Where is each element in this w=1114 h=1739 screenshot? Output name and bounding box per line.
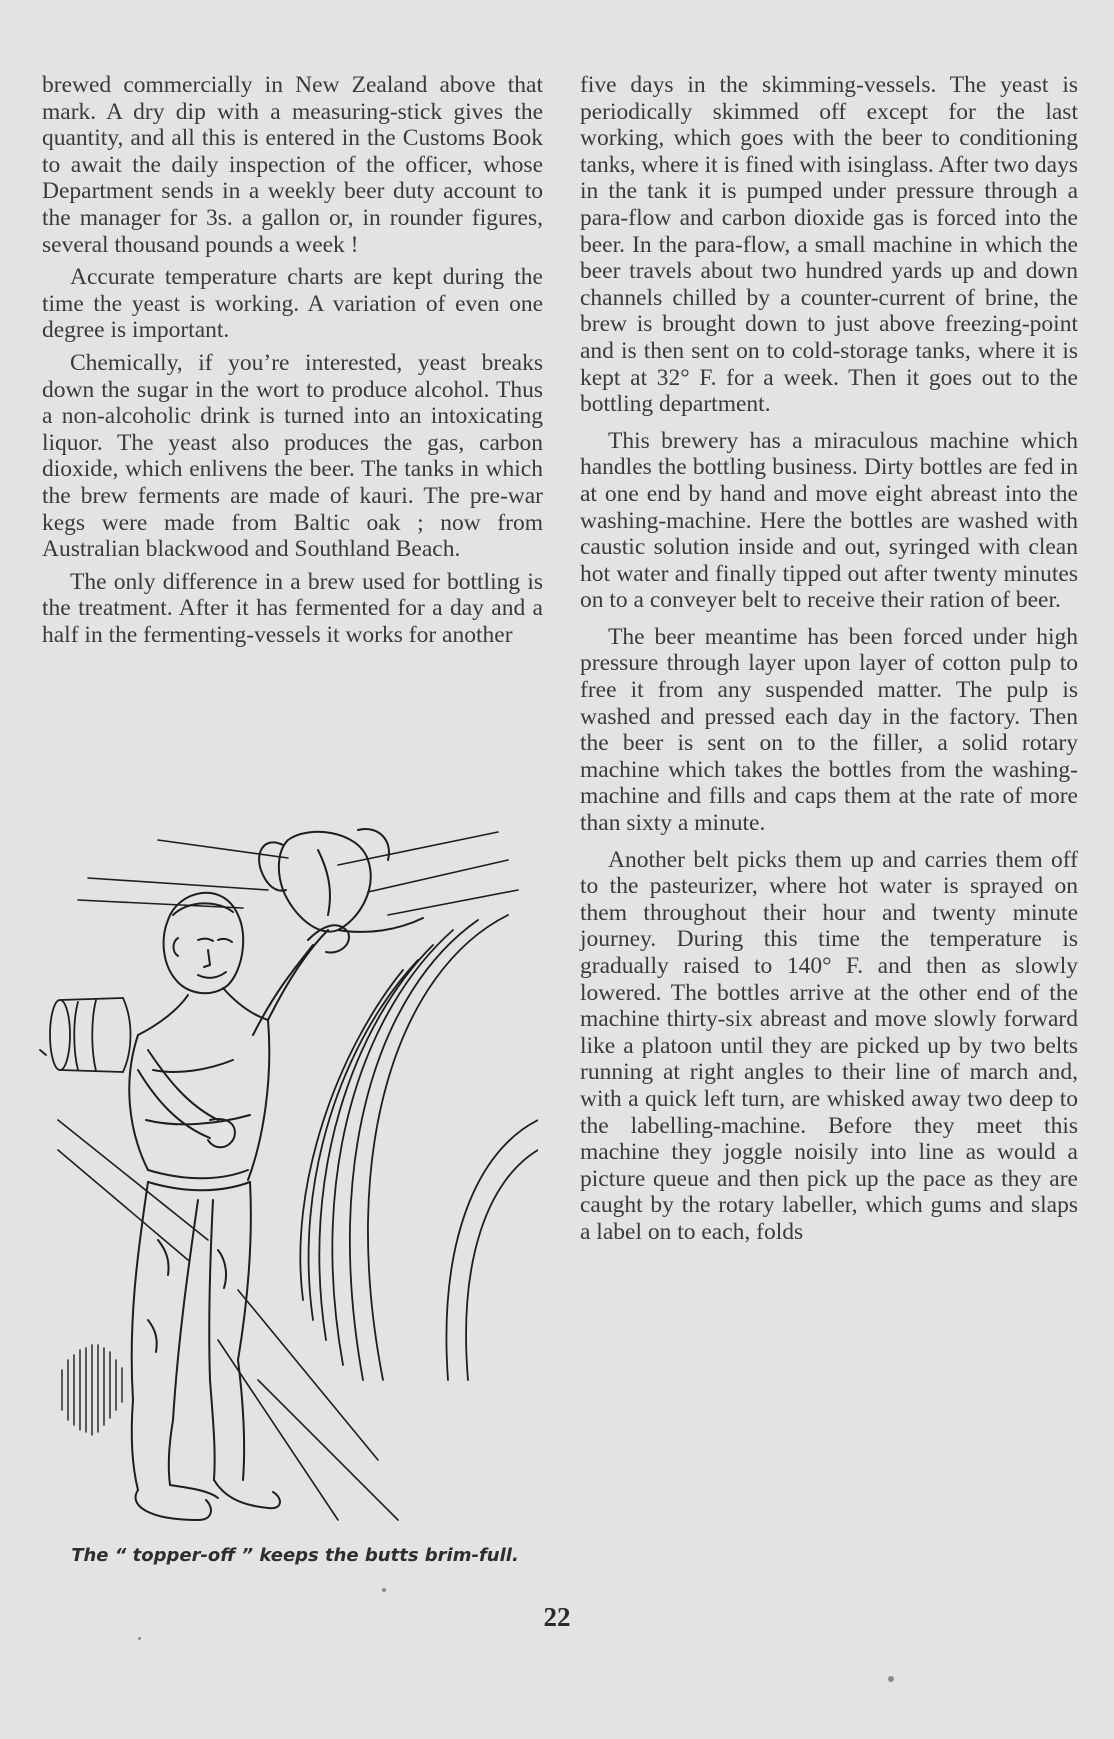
figure-caption: The “ topper-off ” keeps the butts brim-full. [71,1545,519,1566]
paragraph: Another belt picks them up and carries them off to the pasteurizer, where hot water is sprayed on them throughout their hour and twenty minute journey. During this time the temperature is gradually raised to 140° F. and then as slowly lowered. The bottles arrive at the other end of the machine thirty-six abreast and move slowly forward like a platoon until they are picked up by two belts running at right angles to their line of march and, with a quick left turn, are whisked away two deep to the labelling-machine. Before they meet this machine they joggle noisily into line as would a picture queue and then pick up the pace as they are caught by the rotary labeller, which gums and slaps a label on to each, folds [580,846,1078,1245]
paragraph: The beer meantime has been forced under high pressure through layer upon layer of cotton pulp to free it from any suspended matter. The pulp is washed and pressed each day in the factory. Then the beer is sent on to the filler, a solid rotary machine which takes the bottles from the washing-machine and fills and caps them at the rate of more than sixty a minute. [580,623,1078,837]
left-text-column [42,72,543,654]
topper-off-illustration [38,820,538,1538]
page-number: 22 [543,1602,571,1632]
small-keg [40,998,131,1072]
paper-speck [138,1637,141,1640]
paragraph: Accurate temperature charts are kept during the time the yeast is working. A variation of even one degree is important. [42,264,543,344]
paragraph: This brewery has a miraculous machine which handles the bottling business. Dirty bottles are fed in at one end by hand and move eight abreast into the washing-machine. Here the bottles are washed with caustic solution inside and out, syringed with clean hot water and finally tipped out after twenty minutes on to a conveyer belt to receive their ration of beer. [580,427,1078,614]
background-lines [78,832,518,915]
paper-speck [382,1588,386,1592]
man-figure [129,893,349,1520]
right-text-column [580,72,1078,1256]
paragraph: The only difference in a brew used for bottling is the treatment. After it has fermented for a day and a half in the fermenting-vessels it works for another [42,568,543,648]
paragraph: Chemically, if you’re interested, yeast breaks down the sugar in the wort to produce alcohol. Thus a non-alcoholic drink is turned into an intoxicating liquor. The yeast also produces the gas, carbon dioxide, which enlivens the beer. The tanks in which the brew ferments are made of kauri. The pre-war kegs were made from Baltic oak ; now from Australian blackwood and Southland Beach. [42,349,543,563]
paragraph: brewed commercially in New Zealand above that mark. A dry dip with a measuring-stick gives the quantity, and all this is entered in the Customs Book to await the daily inspection of the officer, whose Department sends in a weekly beer duty account to the manager for 3s. a gallon or, in rounder figures, several thousand pounds a week ! [42,72,543,258]
paper-speck [888,1676,894,1682]
paragraph: five days in the skimming-vessels. The yeast is periodically skimmed off except for the last working, which goes with the beer to conditioning tanks, where it is fined with isinglass. After two days in the tank it is pumped under pressure through a para-flow and carbon dioxide gas is forced into the beer. In the para-flow, a small machine in which the beer travels about two hundred yards up and down channels chilled by a counter-current of brine, the brew is brought down to just above freezing-point and is then sent on to cold-storage tanks, where it is kept at 32° F. for a week. Then it goes out to the bottling department. [580,72,1078,418]
jug-drawing [259,829,423,932]
vat-drawing [300,915,538,1380]
floor-lines [58,1120,398,1520]
shadow-hatching [62,1345,122,1435]
